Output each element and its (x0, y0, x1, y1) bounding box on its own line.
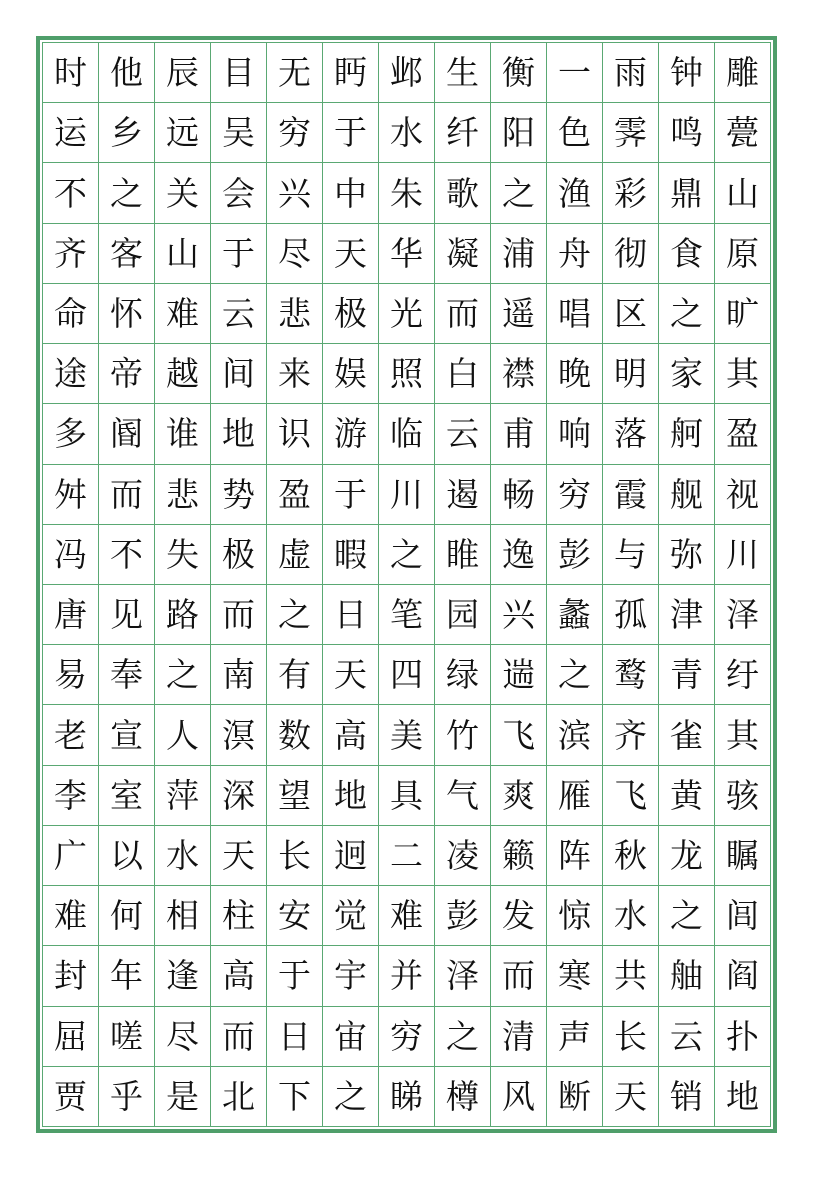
character-cell: 易 (43, 645, 99, 705)
character-cell: 遄 (491, 645, 547, 705)
character-cell: 凝 (435, 224, 491, 284)
character-cell: 关 (155, 163, 211, 223)
character-cell: 远 (155, 103, 211, 163)
character-cell: 地 (715, 1067, 771, 1127)
character-cell: 暇 (323, 525, 379, 585)
character-cell: 人 (155, 705, 211, 765)
character-cell: 华 (379, 224, 435, 284)
character-cell: 舸 (659, 404, 715, 464)
character-cell: 照 (379, 344, 435, 404)
character-cell: 天 (211, 826, 267, 886)
character-cell: 望 (267, 766, 323, 826)
character-cell: 柱 (211, 886, 267, 946)
character-cell: 霞 (603, 465, 659, 525)
character-cell: 运 (43, 103, 99, 163)
character-cell: 发 (491, 886, 547, 946)
character-cell: 与 (603, 525, 659, 585)
character-cell: 不 (43, 163, 99, 223)
character-cell: 寒 (547, 946, 603, 1006)
character-cell: 视 (715, 465, 771, 525)
character-cell: 云 (435, 404, 491, 464)
character-cell: 深 (211, 766, 267, 826)
character-cell: 鹜 (603, 645, 659, 705)
character-cell: 具 (379, 766, 435, 826)
character-cell: 悲 (155, 465, 211, 525)
character-cell: 龙 (659, 826, 715, 886)
character-cell: 舰 (659, 465, 715, 525)
character-cell: 津 (659, 585, 715, 645)
character-cell: 于 (323, 465, 379, 525)
character-cell: 之 (659, 284, 715, 344)
character-cell: 纡 (715, 645, 771, 705)
character-cell: 相 (155, 886, 211, 946)
character-cell: 他 (99, 43, 155, 103)
character-cell: 迥 (323, 826, 379, 886)
character-cell: 惊 (547, 886, 603, 946)
character-cell: 李 (43, 766, 99, 826)
character-cell: 之 (491, 163, 547, 223)
character-cell: 纤 (435, 103, 491, 163)
character-cell: 天 (323, 224, 379, 284)
character-cell: 家 (659, 344, 715, 404)
character-cell: 逢 (155, 946, 211, 1006)
character-cell: 何 (99, 886, 155, 946)
character-cell: 不 (99, 525, 155, 585)
character-cell: 水 (155, 826, 211, 886)
character-cell: 雕 (715, 43, 771, 103)
character-cell: 见 (99, 585, 155, 645)
character-cell: 落 (603, 404, 659, 464)
character-cell: 舳 (659, 946, 715, 1006)
character-cell: 清 (491, 1007, 547, 1067)
character-cell: 旷 (715, 284, 771, 344)
character-cell: 而 (435, 284, 491, 344)
character-cell: 穷 (379, 1007, 435, 1067)
character-cell: 嗟 (99, 1007, 155, 1067)
character-cell: 吴 (211, 103, 267, 163)
character-cell: 于 (211, 224, 267, 284)
character-cell: 黄 (659, 766, 715, 826)
character-cell: 齐 (603, 705, 659, 765)
character-cell: 穷 (547, 465, 603, 525)
character-cell: 美 (379, 705, 435, 765)
character-cell: 籁 (491, 826, 547, 886)
character-cell: 阳 (491, 103, 547, 163)
character-cell: 云 (211, 284, 267, 344)
character-cell: 时 (43, 43, 99, 103)
character-cell: 而 (211, 585, 267, 645)
character-cell: 遏 (435, 465, 491, 525)
character-cell: 萍 (155, 766, 211, 826)
character-cell: 雁 (547, 766, 603, 826)
character-cell: 屈 (43, 1007, 99, 1067)
character-cell: 穷 (267, 103, 323, 163)
character-cell: 晚 (547, 344, 603, 404)
character-cell: 乎 (99, 1067, 155, 1127)
character-cell: 途 (43, 344, 99, 404)
character-cell: 襟 (491, 344, 547, 404)
character-cell: 眄 (323, 43, 379, 103)
character-cell: 路 (155, 585, 211, 645)
character-cell: 其 (715, 705, 771, 765)
character-cell: 之 (99, 163, 155, 223)
character-cell: 尽 (155, 1007, 211, 1067)
character-cell: 山 (715, 163, 771, 223)
character-cell: 地 (211, 404, 267, 464)
character-cell: 睇 (379, 1067, 435, 1127)
character-cell: 共 (603, 946, 659, 1006)
character-cell: 之 (267, 585, 323, 645)
character-cell: 安 (267, 886, 323, 946)
character-cell: 渔 (547, 163, 603, 223)
character-cell: 泽 (715, 585, 771, 645)
character-cell: 云 (659, 1007, 715, 1067)
character-cell: 风 (491, 1067, 547, 1127)
character-cell: 溟 (211, 705, 267, 765)
character-cell: 泽 (435, 946, 491, 1006)
character-cell: 有 (267, 645, 323, 705)
character-cell: 以 (99, 826, 155, 886)
character-cell: 天 (603, 1067, 659, 1127)
character-cell: 贾 (43, 1067, 99, 1127)
character-cell: 白 (435, 344, 491, 404)
character-cell: 响 (547, 404, 603, 464)
character-cell: 室 (99, 766, 155, 826)
character-cell: 而 (491, 946, 547, 1006)
character-cell: 极 (323, 284, 379, 344)
character-cell: 悲 (267, 284, 323, 344)
character-cell: 数 (267, 705, 323, 765)
character-cell: 尽 (267, 224, 323, 284)
character-cell: 盈 (267, 465, 323, 525)
character-cell: 阵 (547, 826, 603, 886)
character-cell: 难 (379, 886, 435, 946)
character-cell: 彭 (435, 886, 491, 946)
character-cell: 之 (659, 886, 715, 946)
character-cell: 二 (379, 826, 435, 886)
character-cell: 川 (379, 465, 435, 525)
character-cell: 识 (267, 404, 323, 464)
character-cell: 无 (267, 43, 323, 103)
character-cell: 彭 (547, 525, 603, 585)
character-cell: 老 (43, 705, 99, 765)
character-cell: 南 (211, 645, 267, 705)
character-cell: 樽 (435, 1067, 491, 1127)
character-cell: 歌 (435, 163, 491, 223)
character-cell: 宙 (323, 1007, 379, 1067)
character-cell: 高 (323, 705, 379, 765)
character-cell: 断 (547, 1067, 603, 1127)
character-cell: 之 (323, 1067, 379, 1127)
character-cell: 气 (435, 766, 491, 826)
character-cell: 阎 (715, 946, 771, 1006)
character-cell: 霁 (603, 103, 659, 163)
character-cell: 盈 (715, 404, 771, 464)
character-cell: 越 (155, 344, 211, 404)
character-cell: 逸 (491, 525, 547, 585)
character-cell: 原 (715, 224, 771, 284)
character-cell: 邺 (379, 43, 435, 103)
character-cell: 青 (659, 645, 715, 705)
character-cell: 畅 (491, 465, 547, 525)
character-cell: 光 (379, 284, 435, 344)
character-cell: 长 (267, 826, 323, 886)
character-cell: 雨 (603, 43, 659, 103)
character-cell: 明 (603, 344, 659, 404)
character-cell: 绿 (435, 645, 491, 705)
character-cell: 之 (379, 525, 435, 585)
character-cell: 弥 (659, 525, 715, 585)
character-cell: 谁 (155, 404, 211, 464)
character-cell: 舟 (547, 224, 603, 284)
character-cell: 封 (43, 946, 99, 1006)
character-cell: 北 (211, 1067, 267, 1127)
character-cell: 四 (379, 645, 435, 705)
character-cell: 极 (211, 525, 267, 585)
character-cell: 阍 (99, 404, 155, 464)
character-cell: 宣 (99, 705, 155, 765)
character-cell: 园 (435, 585, 491, 645)
character-cell: 难 (43, 886, 99, 946)
character-cell: 笔 (379, 585, 435, 645)
character-cell: 浦 (491, 224, 547, 284)
character-cell: 齐 (43, 224, 99, 284)
character-cell: 山 (155, 224, 211, 284)
character-cell: 川 (715, 525, 771, 585)
character-cell: 瞩 (715, 826, 771, 886)
character-cell: 衡 (491, 43, 547, 103)
character-cell: 闾 (715, 886, 771, 946)
character-cell: 水 (379, 103, 435, 163)
character-cell: 之 (155, 645, 211, 705)
character-cell: 娱 (323, 344, 379, 404)
character-cell: 扑 (715, 1007, 771, 1067)
character-cell: 多 (43, 404, 99, 464)
character-cell: 之 (547, 645, 603, 705)
character-cell: 雀 (659, 705, 715, 765)
character-cell: 甫 (491, 404, 547, 464)
character-cell: 水 (603, 886, 659, 946)
character-cell: 之 (435, 1007, 491, 1067)
character-cell: 睢 (435, 525, 491, 585)
character-cell: 天 (323, 645, 379, 705)
character-cell: 乡 (99, 103, 155, 163)
character-cell: 宇 (323, 946, 379, 1006)
character-cell: 虚 (267, 525, 323, 585)
character-cell: 高 (211, 946, 267, 1006)
character-cell: 鸣 (659, 103, 715, 163)
character-cell: 势 (211, 465, 267, 525)
character-cell: 目 (211, 43, 267, 103)
character-cell: 间 (211, 344, 267, 404)
character-cell: 孤 (603, 585, 659, 645)
character-cell: 而 (211, 1007, 267, 1067)
practice-sheet (36, 36, 777, 1133)
character-cell: 生 (435, 43, 491, 103)
character-cell: 年 (99, 946, 155, 1006)
character-cell: 游 (323, 404, 379, 464)
character-cell: 鼎 (659, 163, 715, 223)
character-cell: 下 (267, 1067, 323, 1127)
character-cell: 命 (43, 284, 99, 344)
character-cell: 凌 (435, 826, 491, 886)
character-cell: 日 (267, 1007, 323, 1067)
character-cell: 彩 (603, 163, 659, 223)
character-cell: 于 (323, 103, 379, 163)
character-grid (42, 42, 771, 1127)
character-cell: 舛 (43, 465, 99, 525)
character-cell: 声 (547, 1007, 603, 1067)
character-cell: 帝 (99, 344, 155, 404)
character-cell: 怀 (99, 284, 155, 344)
character-cell: 难 (155, 284, 211, 344)
character-cell: 唱 (547, 284, 603, 344)
character-cell: 钟 (659, 43, 715, 103)
character-cell: 唐 (43, 585, 99, 645)
character-cell: 会 (211, 163, 267, 223)
character-cell: 滨 (547, 705, 603, 765)
character-cell: 临 (379, 404, 435, 464)
character-cell: 失 (155, 525, 211, 585)
character-cell: 飞 (491, 705, 547, 765)
character-cell: 区 (603, 284, 659, 344)
character-cell: 辰 (155, 43, 211, 103)
character-cell: 骇 (715, 766, 771, 826)
character-cell: 来 (267, 344, 323, 404)
character-cell: 飞 (603, 766, 659, 826)
character-cell: 客 (99, 224, 155, 284)
character-cell: 日 (323, 585, 379, 645)
character-cell: 中 (323, 163, 379, 223)
character-cell: 色 (547, 103, 603, 163)
character-cell: 彻 (603, 224, 659, 284)
character-cell: 爽 (491, 766, 547, 826)
character-cell: 竹 (435, 705, 491, 765)
character-cell: 朱 (379, 163, 435, 223)
character-cell: 兴 (267, 163, 323, 223)
character-cell: 于 (267, 946, 323, 1006)
character-cell: 秋 (603, 826, 659, 886)
character-cell: 地 (323, 766, 379, 826)
character-cell: 蠡 (547, 585, 603, 645)
character-cell: 遥 (491, 284, 547, 344)
character-cell: 而 (99, 465, 155, 525)
character-cell: 食 (659, 224, 715, 284)
character-cell: 销 (659, 1067, 715, 1127)
character-cell: 并 (379, 946, 435, 1006)
character-cell: 是 (155, 1067, 211, 1127)
character-cell: 一 (547, 43, 603, 103)
character-cell: 广 (43, 826, 99, 886)
character-cell: 奉 (99, 645, 155, 705)
character-cell: 其 (715, 344, 771, 404)
character-cell: 兴 (491, 585, 547, 645)
character-cell: 甍 (715, 103, 771, 163)
character-cell: 长 (603, 1007, 659, 1067)
character-cell: 冯 (43, 525, 99, 585)
character-cell: 觉 (323, 886, 379, 946)
